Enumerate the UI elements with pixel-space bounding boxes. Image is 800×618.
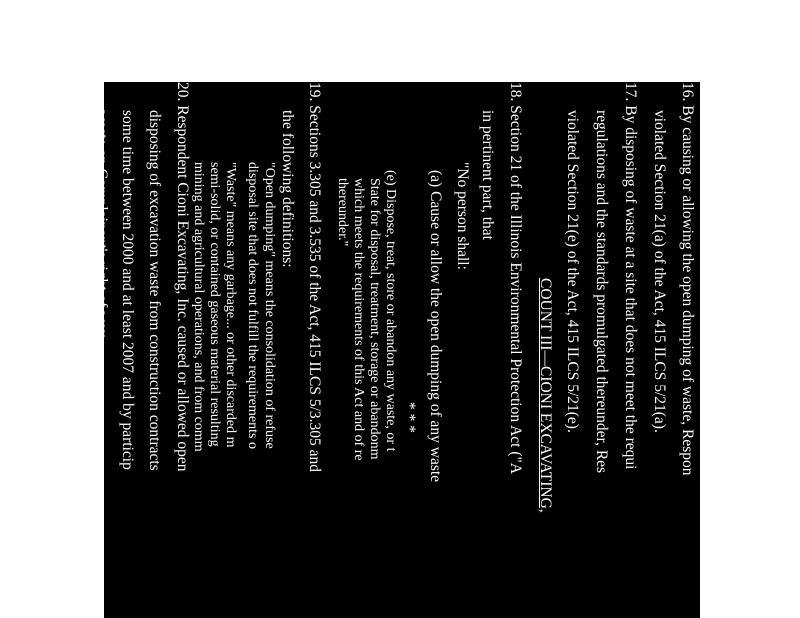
def-open-dumping-line2: disposal site that does not fulfill the requirements o [245, 162, 260, 449]
scanned-page [93, 82, 700, 618]
ellipsis: * * * [401, 402, 418, 433]
def-waste-line2: semi-solid, or contained gaseous material resulting [207, 162, 222, 447]
para20-line4: waste on Complainant's right of way. [93, 110, 110, 340]
quote-sec21-e-line3: which meets the requirements of this Act and of re [351, 178, 366, 461]
quote-sec21-line2: (a) Cause or allow the open dumping of any waste [427, 170, 444, 483]
para16-line2: violated Section 21(a) of the Act, 415 ILCS 5/21(a). [651, 110, 668, 433]
para16-line1: 16. By causing or allowing the open dumping of waste, Respon [679, 82, 696, 476]
para17-line2: regulations and the standards promulgated thereunder, Res [593, 110, 610, 474]
quote-sec21-e-line4: thereunder." [335, 178, 350, 247]
para19-line1: 19. Sections 3.305 and 3.535 of the Act, 415 ILCS 5/3.305 and [306, 82, 323, 473]
para18-line2: in pertinent part, that [479, 110, 496, 240]
para18-line1: 18. Section 21 of the Illinois Environmental Protection Act ("A [507, 82, 524, 475]
para20-line2: disposing of excavation waste from construction contracts [146, 110, 163, 471]
rotated-text-block [93, 82, 700, 618]
count-heading: COUNT III—CIONI EXCAVATING, [537, 278, 554, 513]
def-waste-line1: "Waste" means any garbage... or other discarded m [223, 162, 238, 448]
para20-line1: 20. Respondent Cioni Excavating, Inc. caused or allowed open [174, 82, 191, 472]
def-open-dumping-line1: "Open dumping" means the consolidation of refuse [262, 162, 277, 449]
para17-line1: 17. By disposing of waste at a site that does not meet the requi [622, 82, 639, 470]
para20-line3: some time between 2000 and at least 2007 and by particip [119, 110, 136, 470]
quote-sec21-e-line2: State for disposal, treatment, storage or abandonm [367, 178, 382, 460]
para19-line2: the following definitions: [279, 110, 296, 268]
def-waste-line3: mining and agricultural operations, and from comm [191, 162, 206, 452]
para17-line3: violated Section 21(e) of the Act, 415 ILCS 5/21(e). [564, 110, 581, 433]
quote-sec21-e-line1: (e) Dispose, treat, store or abandon any waste, or t [383, 170, 398, 452]
quote-sec21-line1: "No person shall: [454, 162, 471, 270]
